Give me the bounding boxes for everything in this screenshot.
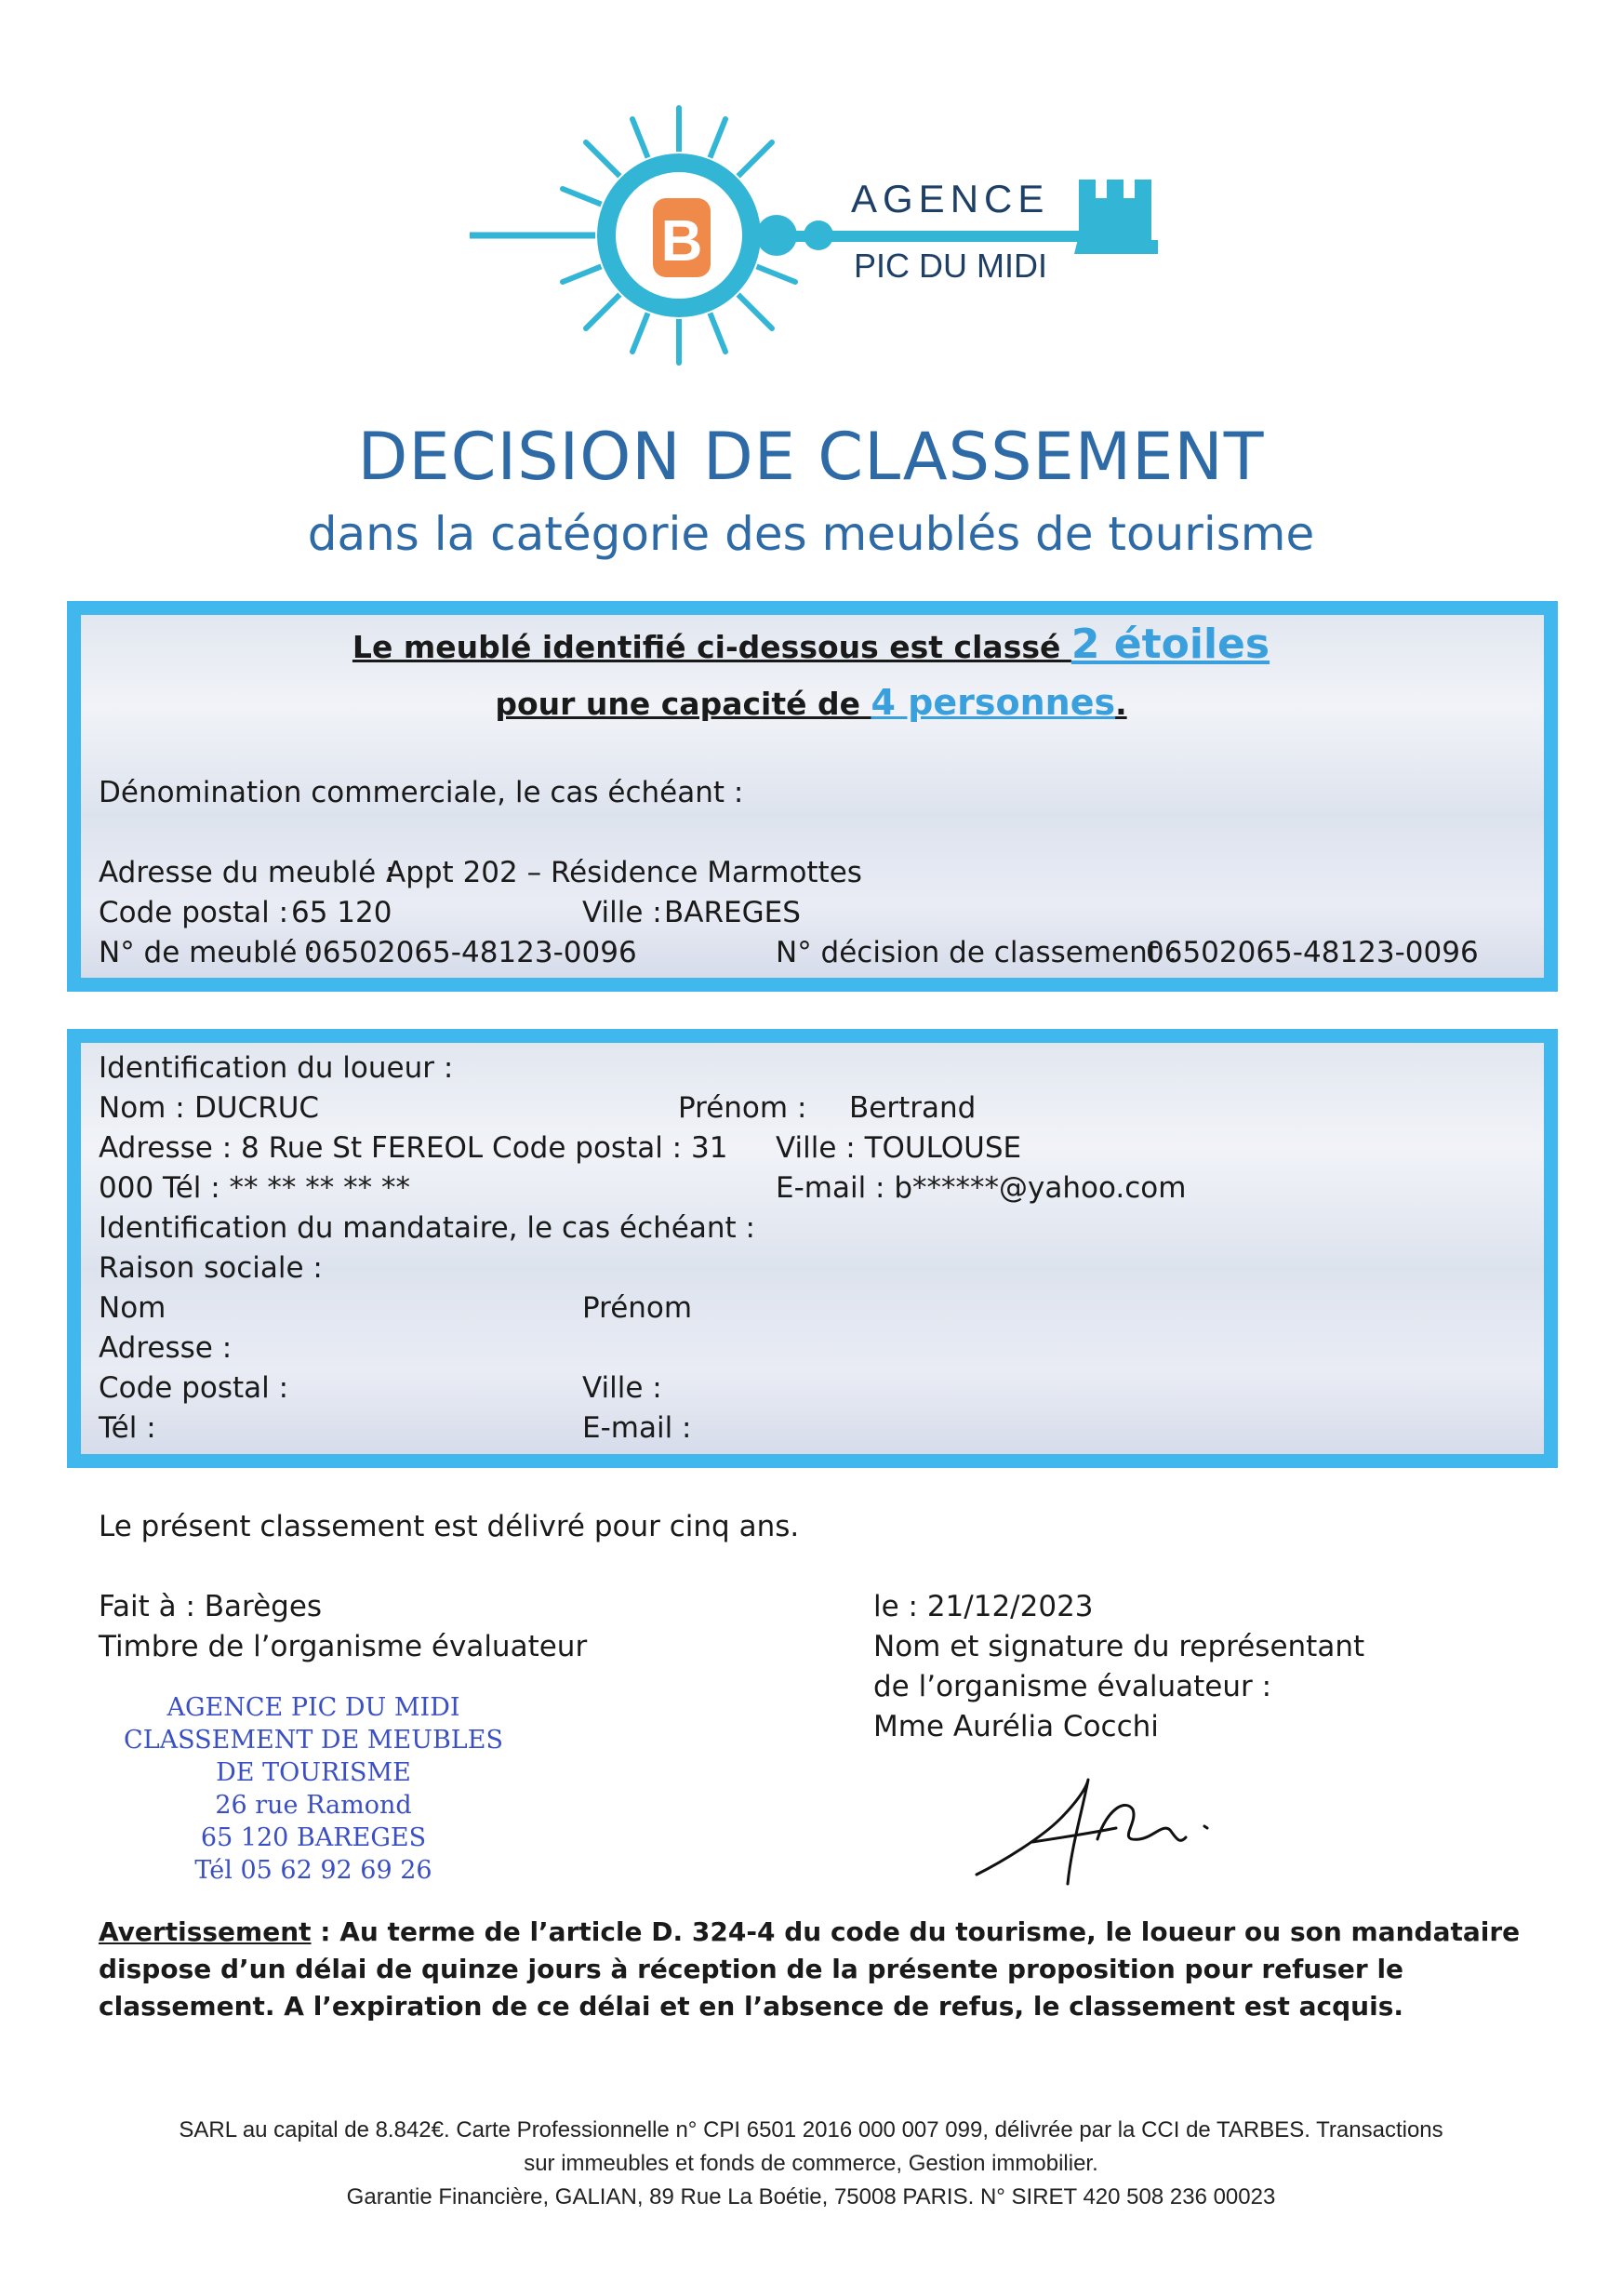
agent-name-label: Nom	[99, 1291, 166, 1325]
owner-address: Adresse : 8 Rue St FEREOL Code postal : 31	[99, 1131, 728, 1165]
furnished-no-label: N° de meublé :	[99, 936, 316, 969]
classification-line1	[0, 621, 1622, 668]
capacity-text: pour une capacité de	[495, 686, 871, 722]
stamp-line: DE TOURISME	[216, 1758, 411, 1787]
logo-letter: B	[660, 209, 703, 274]
owner-name-value: DUCRUC	[194, 1091, 320, 1125]
classified-text: Le meublé identifié ci-dessous est classé	[352, 629, 1071, 665]
furnished-no-value: 06502065-48123-0096	[304, 936, 637, 969]
city-label: Ville :	[582, 896, 662, 929]
stamp-line: Tél 05 62 92 69 26	[194, 1856, 432, 1885]
agent-phone-label: Tél :	[99, 1411, 156, 1445]
agent-postal-label: Code postal :	[99, 1371, 289, 1405]
stamp-line: AGENCE PIC DU MIDI	[166, 1693, 460, 1722]
key-icon	[772, 231, 1121, 242]
owner-city: Ville : TOULOUSE	[776, 1131, 1022, 1165]
organization-stamp	[118, 1691, 509, 1887]
denomination-label: Dénomination commerciale, le cas échéant :	[99, 776, 744, 809]
decision-no-value: 06502065-48123-0096	[1146, 936, 1479, 969]
address-label: Adresse du meublé :	[99, 856, 395, 889]
signature-image	[967, 1772, 1228, 1893]
rep-name: Mme Aurélia Cocchi	[873, 1710, 1159, 1743]
postal-label: Code postal :	[99, 896, 289, 929]
place-text: Fait à : Barèges	[99, 1590, 323, 1623]
logo-graphic	[465, 100, 1172, 370]
capacity-period: .	[1115, 686, 1127, 722]
warning-paragraph	[99, 1914, 1577, 2025]
agent-email-label: E-mail :	[582, 1411, 692, 1445]
decision-no-label: N° décision de classement :	[776, 936, 1178, 969]
date-text: le : 21/12/2023	[873, 1590, 1094, 1623]
address-value: Appt 202 – Résidence Marmottes	[386, 856, 862, 889]
rep-label-2: de l’organisme évaluateur :	[873, 1670, 1272, 1703]
stamp-label: Timbre de l’organisme évaluateur	[99, 1630, 588, 1663]
validity-text: Le présent classement est délivré pour cinq ans.	[99, 1510, 800, 1543]
agent-address-label: Adresse :	[99, 1331, 233, 1365]
logo-line2: PIC DU MIDI	[854, 247, 1048, 285]
stamp-line: 26 rue Ramond	[215, 1791, 412, 1820]
capacity-value: 4 personnes	[871, 682, 1116, 723]
page-subtitle: dans la catégorie des meublés de tourisme	[307, 507, 1315, 561]
agent-city-label: Ville :	[582, 1371, 662, 1405]
agent-firstname-label: Prénom	[582, 1291, 693, 1325]
stars-value: 2 étoiles	[1070, 621, 1270, 668]
classification-line2	[0, 682, 1622, 723]
agent-heading: Identification du mandataire, le cas échéant :	[99, 1211, 755, 1245]
owner-heading: Identification du loueur :	[99, 1051, 454, 1085]
owner-firstname-label: Prénom :	[678, 1091, 807, 1125]
owner-phone: 000 Tél : ** ** ** ** **	[99, 1171, 410, 1205]
footer-line-1: SARL au capital de 8.842€. Carte Professionnelle n° CPI 6501 2016 000 007 099, délivrée par la CCI de TARBES. Transactions	[179, 2117, 1443, 2142]
stamp-line: CLASSEMENT DE MEUBLES	[124, 1726, 503, 1755]
warning-text: : Au terme de l’article D. 324-4 du code du tourisme, le loueur ou son mandataire dispose d’un délai de quinze jours à réception de la présente proposition pour refuser le classement. A l’expiration de ce délai et en l’absence de refus, le classement est acquis.	[99, 1916, 1521, 2022]
owner-firstname-value: Bertrand	[849, 1091, 977, 1125]
stamp-line: 65 120 BAREGES	[200, 1823, 427, 1852]
footer-line-2: sur immeubles et fonds de commerce, Gestion immobilier.	[524, 2151, 1098, 2176]
rep-label-1: Nom et signature du représentant	[873, 1630, 1365, 1663]
city-value: BAREGES	[664, 896, 801, 929]
page-title: DECISION DE CLASSEMENT	[357, 419, 1265, 495]
owner-name-label: Nom :	[99, 1091, 185, 1125]
warning-label: Avertissement	[99, 1916, 312, 1947]
company-label: Raison sociale :	[99, 1251, 323, 1285]
postal-value: 65 120	[291, 896, 392, 929]
footer-line-3: Garantie Financière, GALIAN, 89 Rue La Boétie, 75008 PARIS. N° SIRET 420 508 236 00023	[346, 2184, 1276, 2209]
agency-logo	[465, 100, 1172, 370]
logo-line1: AGENCE	[851, 177, 1050, 220]
owner-email: E-mail : b******@yahoo.com	[776, 1171, 1187, 1205]
